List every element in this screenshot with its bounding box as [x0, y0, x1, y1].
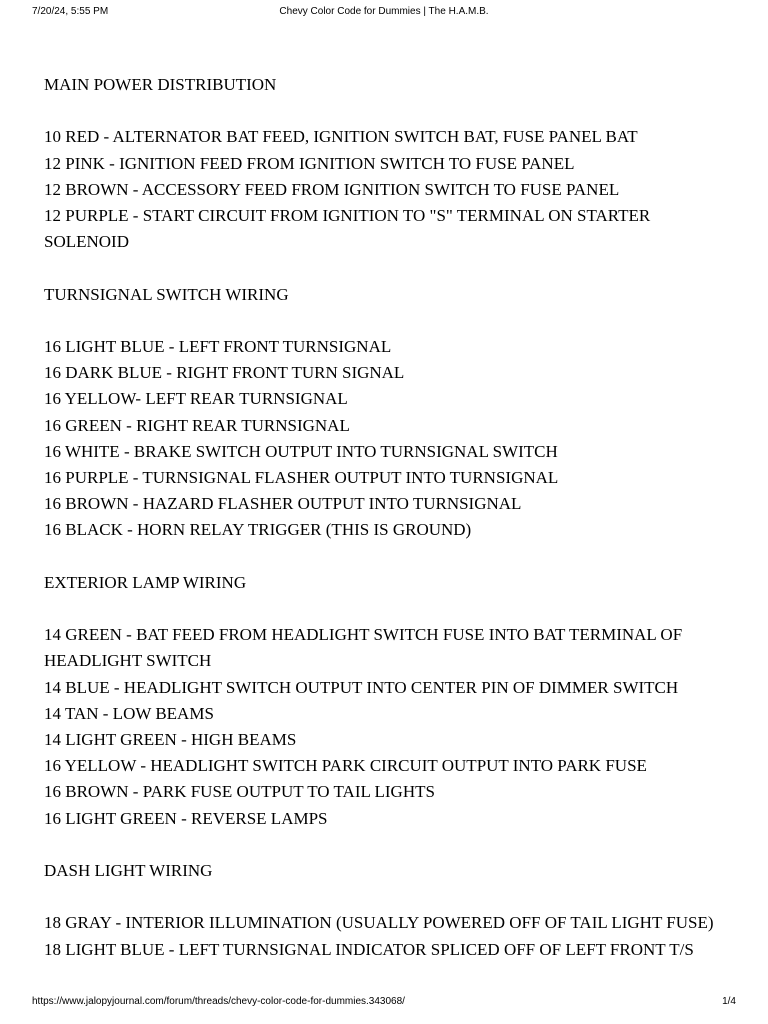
section-exterior-lamp — [44, 570, 734, 832]
wire-line: 16 YELLOW- LEFT REAR TURNSIGNAL — [44, 389, 348, 409]
section-dash-light — [44, 858, 734, 963]
wire-list — [44, 910, 734, 962]
wire-line: 16 GREEN - RIGHT REAR TURNSIGNAL — [44, 415, 350, 435]
print-header — [0, 4, 768, 20]
section-heading: TURNSIGNAL SWITCH WIRING — [44, 284, 289, 304]
wire-line: 10 RED - ALTERNATOR BAT FEED, IGNITION SWITCH BAT, FUSE PANEL BAT — [44, 127, 638, 147]
print-datetime: 7/20/24, 5:55 PM — [32, 6, 109, 17]
wire-list — [44, 124, 734, 255]
section-turnsignal — [44, 282, 734, 544]
section-heading: EXTERIOR LAMP WIRING — [44, 572, 247, 592]
wire-line: 16 YELLOW - HEADLIGHT SWITCH PARK CIRCUIT OUTPUT INTO PARK FUSE — [44, 756, 647, 776]
page-number: 1/4 — [722, 996, 736, 1007]
page-title: Chevy Color Code for Dummies | The H.A.M.B. — [279, 6, 489, 17]
wire-line: 16 BLACK - HORN RELAY TRIGGER (THIS IS GROUND) — [44, 520, 472, 540]
wire-list — [44, 622, 734, 832]
wire-line: 12 PURPLE - START CIRCUIT FROM IGNITION TO "S" TERMINAL ON STARTER SOLENOID — [44, 206, 651, 252]
wire-line: 14 GREEN - BAT FEED FROM HEADLIGHT SWITCH FUSE INTO BAT TERMINAL OF HEADLIGHT SWITCH — [44, 625, 683, 671]
page-url: https://www.jalopyjournal.com/forum/threads/chevy-color-code-for-dummies.343068/ — [32, 996, 405, 1007]
wire-line: 14 LIGHT GREEN - HIGH BEAMS — [44, 730, 297, 749]
wire-line: 14 TAN - LOW BEAMS — [44, 703, 214, 723]
wire-line: 16 BROWN - HAZARD FLASHER OUTPUT INTO TURNSIGNAL — [44, 494, 522, 514]
wire-line: 16 LIGHT GREEN - REVERSE LAMPS — [44, 808, 328, 828]
wire-line: 16 WHITE - BRAKE SWITCH OUTPUT INTO TURNSIGNAL SWITCH — [44, 441, 558, 461]
wire-line: 16 LIGHT BLUE - LEFT FRONT TURNSIGNAL — [44, 336, 392, 356]
wire-line: 12 BROWN - ACCESSORY FEED FROM IGNITION SWITCH TO FUSE PANEL — [44, 179, 620, 199]
article-body — [44, 72, 734, 989]
wire-line: 16 BROWN - PARK FUSE OUTPUT TO TAIL LIGHTS — [44, 782, 435, 802]
section-heading: DASH LIGHT WIRING — [44, 861, 213, 880]
wire-line: 18 LIGHT BLUE - LEFT TURNSIGNAL INDICATOR SPLICED OFF OF LEFT FRONT T/S — [44, 939, 694, 959]
print-footer — [0, 994, 768, 1010]
wire-line: 18 GRAY - INTERIOR ILLUMINATION (USUALLY POWERED OFF OF TAIL LIGHT FUSE) — [44, 913, 714, 933]
section-heading: MAIN POWER DISTRIBUTION — [44, 75, 277, 94]
wire-line: 12 PINK - IGNITION FEED FROM IGNITION SWITCH TO FUSE PANEL — [44, 153, 575, 173]
wire-line: 14 BLUE - HEADLIGHT SWITCH OUTPUT INTO CENTER PIN OF DIMMER SWITCH — [44, 677, 679, 697]
wire-list — [44, 334, 734, 544]
section-main-power — [44, 72, 734, 255]
wire-line: 16 DARK BLUE - RIGHT FRONT TURN SIGNAL — [44, 363, 405, 383]
wire-line: 16 PURPLE - TURNSIGNAL FLASHER OUTPUT INTO TURNSIGNAL — [44, 468, 559, 487]
